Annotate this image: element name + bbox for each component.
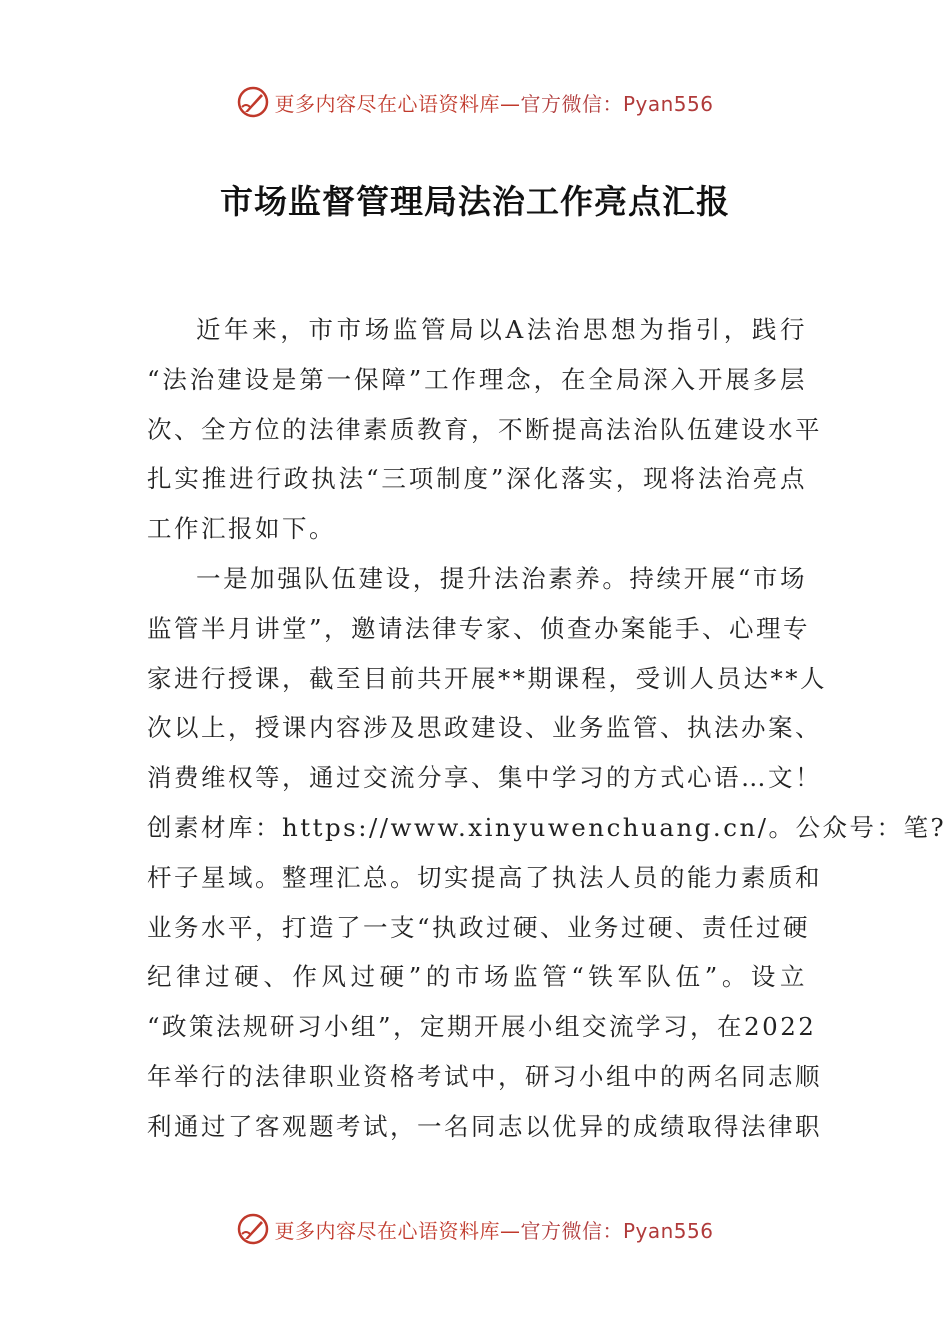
paragraph-line: 年举行的法律职业资格考试中，研习小组中的两名同志顺 <box>147 1061 822 1091</box>
paragraph-line: 家进行授课，截至目前共开展**期课程，受训人员达**人 <box>147 663 827 693</box>
paragraph-line: 次以上，授课内容涉及思政建设、业务监管、执法办案、 <box>147 713 822 743</box>
quill-logo-icon <box>236 1212 270 1246</box>
banner-text: 更多内容尽在心语资料库—官方微信：Pyan556 <box>274 1218 714 1243</box>
paragraph-line: “法治建设是第一保障”工作理念，在全局深入开展多层 <box>147 364 807 394</box>
paragraph-2 <box>147 554 947 1152</box>
paragraph-line: 杆子星域。整理汇总。切实提高了执法人员的能力素质和 <box>147 862 822 892</box>
paragraph-line: 业务水平，打造了一支“执政过硬、业务过硬、责任过硬 <box>147 912 811 942</box>
paragraph-1 <box>147 305 822 554</box>
header-banner <box>0 80 950 124</box>
paragraph-line: 纪律过硬、作风过硬”的市场监管“铁军队伍”。设立 <box>147 962 807 992</box>
footer-banner <box>0 1207 950 1251</box>
paragraph-line: “政策法规研习小组”，定期开展小组交流学习，在2022 <box>147 1012 817 1042</box>
document-body <box>147 305 947 1152</box>
paragraph-line: 近年来，市市场监管局以A法治思想为指引，践行 <box>196 315 807 344</box>
paragraph-line: 一是加强队伍建设，提升法治素养。持续开展“市场 <box>196 563 807 593</box>
quill-logo-icon <box>236 85 270 119</box>
paragraph-line: 扎实推进行政执法“三项制度”深化落实，现将法治亮点 <box>147 464 807 494</box>
banner-text: 更多内容尽在心语资料库—官方微信：Pyan556 <box>274 91 714 116</box>
paragraph-line: 利通过了客观题考试，一名同志以优异的成绩取得法律职 <box>147 1111 822 1141</box>
paragraph-line: 创素材库：https://www.xinyuwenchuang.cn/。公众号：笔? <box>147 812 947 842</box>
document-title: 市场监督管理局法治工作亮点汇报 <box>220 182 730 221</box>
paragraph-line: 消费维权等，通过交流分享、集中学习的方式心语…文！ <box>147 763 822 793</box>
paragraph-line: 工作汇报如下。 <box>147 514 336 544</box>
paragraph-line: 监管半月讲堂”，邀请法律专家、侦查办案能手、心理专 <box>147 613 811 643</box>
paragraph-line: 次、全方位的法律素质教育，不断提高法治队伍建设水平 <box>147 414 822 444</box>
